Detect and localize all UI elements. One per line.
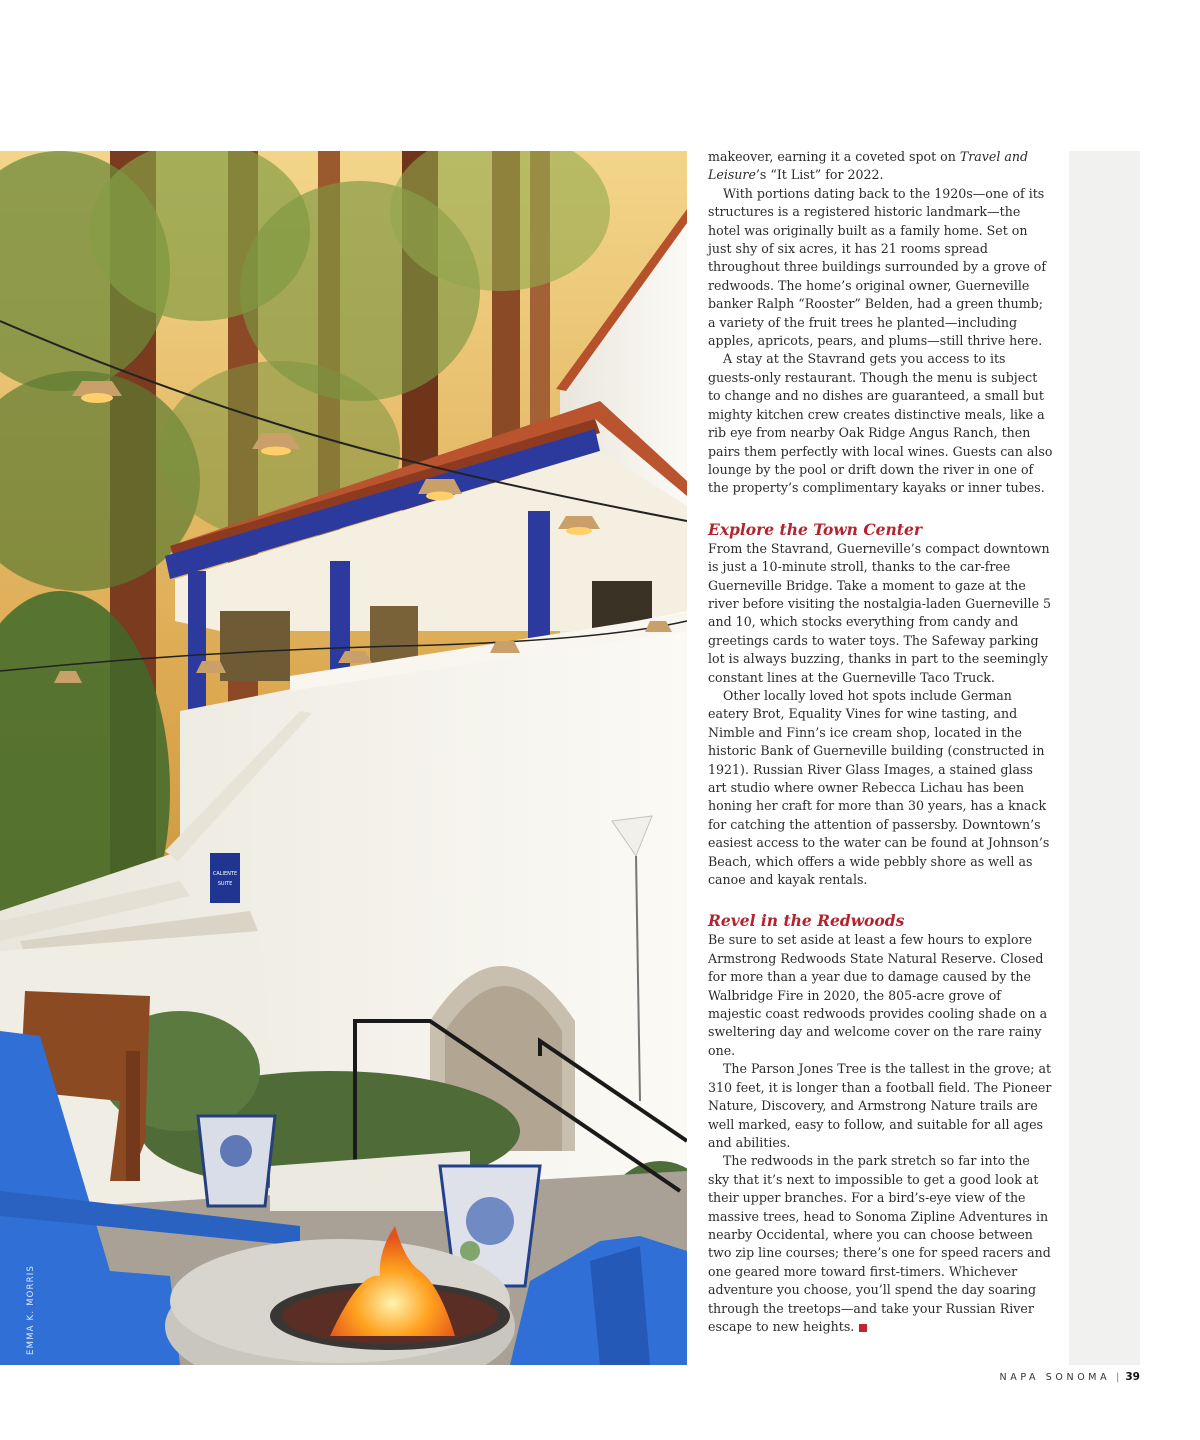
sidebar-panel [1069, 151, 1140, 1365]
article-column [708, 148, 1053, 1336]
page-number: 39 [1125, 1371, 1140, 1383]
photo-illustration [0, 151, 687, 1365]
suite-sign-line2: SUITE [217, 881, 233, 887]
intro-paragraph-3: A stay at the Stavrand gets you access to its guests-only restaurant. Though the menu is subject to change and no dishes are guaranteed, a small but mighty kitchen crew creates distinctive meals, like a rib eye from nearby Oak Ridge Angus Ranch, then pairs them perfectly with local wines. Guests can also lounge by the pool or drift down the river in one of the property’s complimentary kayaks or inner tubes. [708, 351, 1053, 496]
intro-paragraph-1: makeover, earning it a coveted spot on Travel and Leisure’s “It List” for 2022. [708, 149, 1029, 183]
publication-name: NAPA SONOMA [999, 1371, 1111, 1383]
suite-sign-line1: CALIENTE [212, 871, 238, 877]
redwoods-paragraph-2: The Parson Jones Tree is the tallest in the grove; at 310 feet, it is longer than a football field. The Pioneer Nature, Discovery, and Armstrong Nature trails are well marked, easy to follow, and suitable for all ages and abilities. [708, 1061, 1052, 1150]
end-of-article-mark [859, 1324, 867, 1332]
town-center-paragraph-2: Other locally loved hot spots include German eatery Brot, Equality Vines for wine tasting, and Nimble and Finn’s ice cream shop, located in the historic Bank of Guerneville building (constructed in 1921). Russian River Glass Images, a stained glass art studio where owner Rebecca Lichau has been honing her craft for more than 30 years, has a knack for catching the attention of passersby. Downtown’s easiest access to the water can be found at Johnson’s Beach, which offers a wide pebbly shore as well as canoe and kayak rentals. [708, 687, 1050, 888]
page-footer [1000, 1371, 1140, 1383]
photo-credit: EMMA K. MORRIS [26, 1264, 36, 1355]
hotel-courtyard-photo [0, 151, 687, 1365]
section-heading-town-center: Explore the Town Center [708, 519, 922, 539]
town-center-paragraph-1: From the Stavrand, Guerneville’s compact downtown is just a 10-minute stroll, thanks to the car-free Guerneville Bridge. Take a moment to gaze at the river before visiting the nostalgia-laden Guerneville 5 and 10, which stocks everything from candy and greetings cards to water toys. The Safeway parking lot is always buzzing, thanks in part to the seemingly constant lines at the Guerneville Taco Truck. [708, 540, 1052, 685]
intro-paragraph-2: With portions dating back to the 1920s—one of its structures is a registered historic landmark—the hotel was originally built as a family home. Set on just shy of six acres, it has 21 rooms spread throughout three buildings surrounded by a grove of redwoods. The home’s original owner, Guerneville banker Ralph “Rooster” Belden, had a green thumb; a variety of the fruit trees he planted—including apples, apricots, pears, and plums—still thrive here. [708, 185, 1047, 349]
footer-separator: | [1116, 1371, 1120, 1383]
redwoods-paragraph-1: Be sure to set aside at least a few hours to explore Armstrong Redwoods State Natural Reserve. Closed for more than a year due to damage caused by the Walbridge Fire in 2020, the 805-acre grove of majestic coast redwoods provides cooling shade on a sweltering day and welcome cover on the rare rainy one. [708, 932, 1048, 1058]
section-heading-redwoods: Revel in the Redwoods [708, 911, 905, 931]
redwoods-paragraph-3: The redwoods in the park stretch so far into the sky that it’s next to impossible to get a good look at their upper branches. For a bird’s-eye view of the massive trees, head to Sonoma Zipline Adventures in nearby Occidental, where you can choose between two zip line courses; there’s one for speed racers and one geared more toward first-timers. Whichever adventure you choose, you’ll spend the day soaring through the treetops—and take your Russian River escape to new heights. [708, 1153, 1051, 1334]
publication-title: Travel and Leisure [708, 149, 1029, 183]
